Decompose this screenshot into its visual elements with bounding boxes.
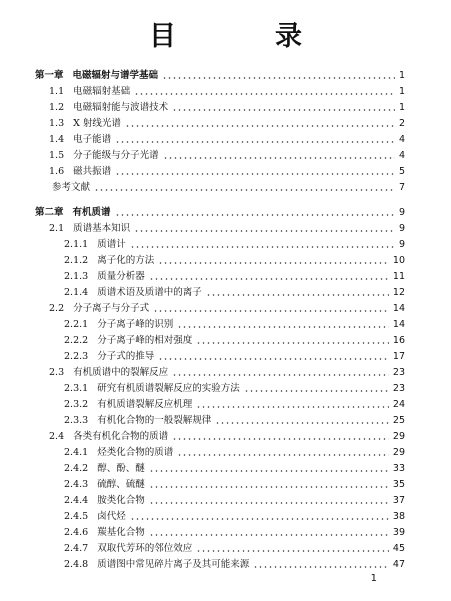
dot-leader — [125, 125, 395, 127]
toc-entry-page: 35 — [392, 479, 405, 490]
toc-entry — [64, 541, 405, 555]
dot-leader — [115, 173, 395, 175]
toc-entry-title: 有机质谱中的裂解反应 — [73, 367, 169, 378]
toc-entry-page: 25 — [392, 415, 405, 426]
toc-entry-page: 4 — [398, 150, 405, 161]
toc-entry-title: 磁共振谱 — [73, 166, 112, 177]
dot-leader — [196, 406, 389, 408]
toc-entry — [64, 493, 405, 507]
dot-leader — [158, 262, 389, 264]
toc-entry-number: 2.2.3 — [64, 351, 89, 362]
dot-leader — [158, 358, 389, 360]
toc-entry-page: 45 — [392, 543, 405, 554]
toc-entry-number: 2.4.5 — [64, 511, 89, 522]
toc-entry-page: 14 — [392, 303, 405, 314]
toc-entry-page: 23 — [392, 383, 405, 394]
toc-entry — [64, 477, 405, 491]
dot-leader — [196, 342, 389, 344]
toc-entry-title: 双取代芳环的邻位效应 — [97, 543, 193, 554]
toc-entry-title: 质谱图中常见碎片离子及其可能来源 — [97, 559, 250, 570]
toc-entry-number: 1.6 — [49, 166, 65, 177]
toc-entry-title: 各类有机化合物的质谱 — [73, 431, 169, 442]
dot-leader — [253, 566, 389, 568]
dot-leader — [149, 502, 389, 504]
toc-entry-title: 分子离子峰的相对强度 — [97, 335, 193, 346]
dot-leader — [149, 534, 389, 536]
toc-entry — [35, 205, 405, 219]
toc-entry-title: 分子离子与分子式 — [73, 303, 150, 314]
toc-entry — [64, 381, 405, 395]
toc-entry-number: 1.4 — [49, 134, 65, 145]
dot-leader — [115, 214, 395, 216]
toc-entry — [49, 148, 405, 162]
dot-leader — [177, 454, 389, 456]
toc-entry-title: 参考文献 — [52, 182, 91, 193]
dot-leader — [163, 157, 395, 159]
toc-entry — [49, 100, 405, 114]
toc-entry — [64, 253, 405, 267]
toc-entry-page: 9 — [398, 207, 405, 218]
toc-entry — [64, 333, 405, 347]
toc-entry-number: 2.2.2 — [64, 335, 89, 346]
toc-entry — [64, 317, 405, 331]
dot-leader — [130, 246, 395, 248]
toc-entry-page: 12 — [392, 287, 405, 298]
page-number: 1 — [370, 573, 377, 584]
toc-entry-title: 卤代烃 — [97, 511, 126, 522]
toc-entry — [49, 132, 405, 146]
toc-entry-number: 2.2.1 — [64, 319, 89, 330]
toc-entry — [49, 301, 405, 315]
dot-leader — [196, 550, 389, 552]
dot-leader — [149, 278, 389, 280]
toc-entry-number: 2.1.1 — [64, 239, 89, 250]
dot-leader — [172, 109, 395, 111]
toc-entry-number: 2.4.2 — [64, 463, 89, 474]
toc-entry-number: 2.3.2 — [64, 399, 89, 410]
toc-entry-title: 电子能谱 — [73, 134, 112, 145]
toc-entry-title: 电磁辐射基础 — [73, 86, 131, 97]
toc-entry — [64, 397, 405, 411]
toc-entry-page: 39 — [392, 527, 405, 538]
toc-entry-number: 2.4 — [49, 431, 65, 442]
toc-entry-page: 29 — [392, 431, 405, 442]
toc-entry-page: 37 — [392, 495, 405, 506]
toc-entry-title: 质谱计 — [97, 239, 126, 250]
toc-entry — [64, 509, 405, 523]
toc-entry — [64, 557, 405, 571]
toc-entry-page: 29 — [392, 447, 405, 458]
toc-entry-number: 2.3.1 — [64, 383, 89, 394]
toc-entry-title: 胺类化合物 — [97, 495, 145, 506]
toc-entry-title: 质量分析器 — [97, 271, 145, 282]
toc-entry-number: 2.1.2 — [64, 255, 89, 266]
toc-entry — [64, 269, 405, 283]
toc-entry — [35, 68, 405, 82]
dot-leader — [177, 326, 389, 328]
toc-entry — [64, 237, 405, 251]
toc-entry-page: 1 — [398, 102, 405, 113]
toc-entry-page: 1 — [398, 70, 405, 81]
dot-leader — [172, 438, 389, 440]
toc-entry — [64, 285, 405, 299]
dot-leader — [153, 310, 389, 312]
toc-entry-title: 分子离子峰的识别 — [97, 319, 174, 330]
dot-leader — [115, 141, 395, 143]
toc-entry-page: 2 — [398, 118, 405, 129]
toc-entry-number: 2.4.1 — [64, 447, 89, 458]
toc-entry — [52, 180, 405, 194]
toc-entry-title: 质谱基本知识 — [73, 223, 131, 234]
toc-entry-title: 有机质谱 — [72, 207, 111, 218]
toc-entry-number: 第一章 — [35, 70, 64, 81]
toc-entry-number: 1.5 — [49, 150, 65, 161]
toc-entry-page: 14 — [392, 319, 405, 330]
dot-leader — [134, 230, 395, 232]
toc-entry — [64, 349, 405, 363]
page-title: 目 录 — [149, 21, 338, 52]
toc-entry-number: 2.1 — [49, 223, 65, 234]
toc-entry-page: 24 — [392, 399, 405, 410]
toc-entry-page: 33 — [392, 463, 405, 474]
dot-leader — [149, 470, 389, 472]
toc-entry-title: 烃类化合物的质谱 — [97, 447, 174, 458]
toc-entry — [49, 84, 405, 98]
toc-entry-page: 5 — [398, 166, 405, 177]
dot-leader — [149, 486, 389, 488]
toc-entry-number: 2.1.3 — [64, 271, 89, 282]
toc-entry-title: 研究有机质谱裂解反应的实验方法 — [97, 383, 240, 394]
toc-entry-title: 分子式的推导 — [97, 351, 155, 362]
toc-entry-title: 羰基化合物 — [97, 527, 145, 538]
dot-leader — [206, 294, 389, 296]
toc-entry-title: X 射线光谱 — [73, 118, 121, 129]
toc-entry-page: 38 — [392, 511, 405, 522]
dot-leader — [94, 189, 395, 191]
toc-entry-title: 有机化合物的一般裂解规律 — [97, 415, 212, 426]
dot-leader — [215, 422, 389, 424]
toc-entry — [49, 429, 405, 443]
toc-entry-page: 4 — [398, 134, 405, 145]
toc-entry-number: 2.3.3 — [64, 415, 89, 426]
toc-entry — [64, 525, 405, 539]
toc-entry-title: 离子化的方法 — [97, 255, 155, 266]
toc-entry-title: 分子能级与分子光谱 — [73, 150, 159, 161]
toc-entry-page: 1 — [398, 86, 405, 97]
toc-entry-page: 23 — [392, 367, 405, 378]
toc-entry — [64, 413, 405, 427]
dot-leader — [130, 518, 389, 520]
toc-entry-number: 1.3 — [49, 118, 65, 129]
toc-entry-page: 47 — [392, 559, 405, 570]
toc-entry-number: 1.2 — [49, 102, 65, 113]
toc-entry-number: 2.3 — [49, 367, 65, 378]
dot-leader — [244, 390, 389, 392]
toc-entry-page: 9 — [398, 239, 405, 250]
dot-leader — [172, 374, 389, 376]
toc-entry-title: 电磁辐射能与波谱技术 — [73, 102, 169, 113]
dot-leader — [162, 77, 395, 79]
toc-entry-page: 11 — [392, 271, 405, 282]
toc-entry-number: 1.1 — [49, 86, 65, 97]
toc-entry-number: 2.2 — [49, 303, 65, 314]
toc-entry-page: 17 — [392, 351, 405, 362]
toc-entry-title: 质谱术语及质谱中的离子 — [97, 287, 202, 298]
toc-entry-title: 硫醇、硫醚 — [97, 479, 145, 490]
toc-entry-page: 7 — [398, 182, 405, 193]
toc-entry — [64, 445, 405, 459]
toc-entry — [49, 221, 405, 235]
toc-entry — [64, 461, 405, 475]
toc-entry-title: 有机质谱裂解反应机理 — [97, 399, 193, 410]
toc-entry-number: 2.1.4 — [64, 287, 89, 298]
toc-entry-number: 2.4.3 — [64, 479, 89, 490]
toc-entry-number: 2.4.4 — [64, 495, 89, 506]
toc-entry — [49, 164, 405, 178]
toc-entry-page: 10 — [392, 255, 405, 266]
toc-entry — [49, 116, 405, 130]
toc-entry-title: 电磁辐射与谱学基础 — [72, 70, 159, 81]
toc-entry-title: 醇、酚、醚 — [97, 463, 145, 474]
toc-entry-number: 2.4.8 — [64, 559, 89, 570]
toc-entry-number: 第二章 — [35, 207, 64, 218]
toc-entry-page: 9 — [398, 223, 405, 234]
toc-entry-number: 2.4.6 — [64, 527, 89, 538]
toc-entry-number: 2.4.7 — [64, 543, 89, 554]
toc-entry-page: 16 — [392, 335, 405, 346]
dot-leader — [134, 93, 395, 95]
toc-entry — [49, 365, 405, 379]
